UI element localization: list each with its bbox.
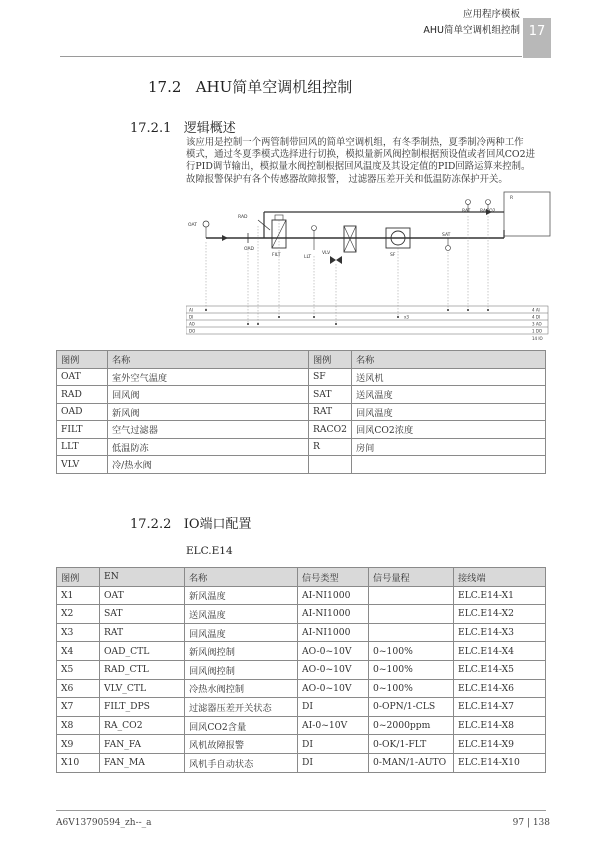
legend-cell: 冷/热水阀 (108, 456, 309, 474)
io-header-cell: EN (100, 568, 185, 587)
legend-header-cell: 图例 (57, 351, 108, 369)
table-row (57, 605, 546, 624)
io-cell: DI (298, 753, 369, 772)
io-cell: AI-0~10V (298, 716, 369, 735)
io-cell: RAD_CTL (100, 660, 185, 679)
table-row (57, 642, 546, 661)
io-cell: FILT_DPS (100, 698, 185, 717)
subsection-number: 17.2.2 (130, 517, 172, 532)
legend-cell (309, 456, 352, 474)
subsection-title: 逻辑概述 (183, 121, 236, 136)
raco2-sensor-icon (486, 200, 491, 205)
header-subtitle: AHU简单空调机组控制 (423, 25, 520, 36)
io-cell: 送风温度 (185, 605, 298, 624)
io-cell: AO-0~10V (298, 660, 369, 679)
room-label: R (510, 196, 514, 201)
io-cell: 风机故障报警 (185, 735, 298, 754)
io-cell: VLV_CTL (100, 679, 185, 698)
ai-row-label: AI (189, 307, 193, 313)
legend-cell: 低温防冻 (108, 438, 309, 456)
io-cell: 新风温度 (185, 586, 298, 605)
io-cell: ELC.E14-X2 (454, 605, 546, 624)
doc-id: A6V13790594_zh--_a (56, 818, 152, 828)
table-row (57, 386, 546, 404)
do-count: 1 DO (532, 328, 543, 334)
legend-cell: 回风温度 (352, 403, 546, 421)
io-header-cell: 接线端 (454, 568, 546, 587)
ao-row-label: AO (189, 321, 195, 327)
table-row (57, 735, 546, 754)
io-cell: X1 (57, 586, 100, 605)
table-row (57, 403, 546, 421)
io-cell: 回风阀控制 (185, 660, 298, 679)
table-row (57, 368, 546, 386)
io-cell: ELC.E14-X4 (454, 642, 546, 661)
io-cell: ELC.E14-X10 (454, 753, 546, 772)
legend-cell: SAT (309, 386, 352, 404)
io-cell: RAT (100, 623, 185, 642)
io-cell: 0~100% (369, 660, 454, 679)
io-cell: SAT (100, 605, 185, 624)
io-cell: AI-NI1000 (298, 586, 369, 605)
io-cell: 回风CO2含量 (185, 716, 298, 735)
legend-cell: 室外空气温度 (108, 368, 309, 386)
di-row-label: DI (189, 314, 194, 320)
io-cell: 新风阀控制 (185, 642, 298, 661)
io-cell: RA_CO2 (100, 716, 185, 735)
oat-sensor-icon (203, 221, 209, 227)
legend-cell: 回风CO2浓度 (352, 421, 546, 439)
legend-cell: RACO2 (309, 421, 352, 439)
legend-cell: 空气过滤器 (108, 421, 309, 439)
device-name: ELC.E14 (186, 545, 233, 557)
io-cell: X9 (57, 735, 100, 754)
table-row (57, 698, 546, 717)
supply-arrow-icon (222, 235, 228, 241)
io-header-cell: 名称 (185, 568, 298, 587)
io-cell: X3 (57, 623, 100, 642)
io-cell: ELC.E14-X5 (454, 660, 546, 679)
io-cell: 0~2000ppm (369, 716, 454, 735)
legend-cell: OAT (57, 368, 108, 386)
legend-header-cell: 名称 (352, 351, 546, 369)
raco2-label: RACO2 (480, 209, 496, 214)
paragraph-line: 故障报警保护有各个传感器故障报警， 过滤器压差开关和低温防冻保护开关。 (186, 173, 508, 185)
io-cell: OAD_CTL (100, 642, 185, 661)
io-cell: 0-OK/1-FLT (369, 735, 454, 754)
table-row (57, 421, 546, 439)
io-header-cell: 图例 (57, 568, 100, 587)
ahu-schematic-diagram (186, 190, 556, 342)
legend-table (56, 350, 546, 474)
sat-sensor-icon (446, 246, 451, 251)
table-row (57, 753, 546, 772)
io-cell: AI-NI1000 (298, 623, 369, 642)
io-cell (369, 623, 454, 642)
io-cell (369, 605, 454, 624)
io-cell: X10 (57, 753, 100, 772)
section-title: AHU简单空调机组控制 (195, 78, 353, 96)
page-number: 97 | 138 (512, 818, 550, 828)
table-row (57, 679, 546, 698)
legend-cell: FILT (57, 421, 108, 439)
subsection-number: 17.2.1 (130, 121, 172, 136)
io-cell: 0~100% (369, 642, 454, 661)
paragraph-line: 该应用是控制一个两管制带回风的简单空调机组，有冬季制热，夏季制冷两种工作 (186, 137, 524, 148)
total-pages: 138 (532, 818, 550, 828)
sf-label: SF (390, 253, 396, 258)
io-cell: X2 (57, 605, 100, 624)
sat-label: SAT (442, 233, 451, 238)
io-cell: ELC.E14-X3 (454, 623, 546, 642)
oad-label: OAD (244, 247, 255, 252)
io-cell: X7 (57, 698, 100, 717)
io-cell: ELC.E14-X9 (454, 735, 546, 754)
legend-cell: 送风温度 (352, 386, 546, 404)
ai-count: 4 AI (532, 307, 540, 313)
rat-sensor-icon (466, 200, 471, 205)
do-row-label: DO (189, 328, 196, 334)
subsection-heading-io (130, 513, 252, 532)
footer-divider (56, 810, 546, 811)
legend-cell: 房间 (352, 438, 546, 456)
table-row (57, 438, 546, 456)
table-row (57, 660, 546, 679)
legend-cell: 送风机 (352, 368, 546, 386)
io-cell: 过滤器压差开关状态 (185, 698, 298, 717)
io-bus (186, 306, 548, 341)
io-cell: DI (298, 735, 369, 754)
io-cell: 0~100% (369, 679, 454, 698)
io-cell: 冷热水阀控制 (185, 679, 298, 698)
io-header-cell: 信号类型 (298, 568, 369, 587)
di-count: 4 DI (532, 314, 541, 320)
io-cell: 0-MAN/1-AUTO (369, 753, 454, 772)
oat-label: OAT (188, 223, 197, 228)
legend-cell: VLV (57, 456, 108, 474)
io-cell: X4 (57, 642, 100, 661)
table-row (57, 456, 546, 474)
legend-cell: R (309, 438, 352, 456)
legend-header-cell: 名称 (108, 351, 309, 369)
section-number: 17.2 (148, 78, 182, 96)
io-cell: AO-0~10V (298, 679, 369, 698)
subsection-heading-overview (130, 117, 236, 136)
io-cell: FAN_FA (100, 735, 185, 754)
filt-label: FILT (272, 253, 281, 258)
io-cell: X5 (57, 660, 100, 679)
legend-cell: RAT (309, 403, 352, 421)
io-header-cell: 信号量程 (369, 568, 454, 587)
legend-header-row (57, 351, 546, 369)
io-cell: 0-OPN/1-CLS (369, 698, 454, 717)
vlv-label: VLV (322, 251, 331, 256)
table-row (57, 623, 546, 642)
table-row (57, 716, 546, 735)
legend-cell: RAD (57, 386, 108, 404)
io-cell: AO-0~10V (298, 642, 369, 661)
filt-dps-icon (275, 215, 283, 220)
legend-cell: OAD (57, 403, 108, 421)
io-cell: ELC.E14-X8 (454, 716, 546, 735)
current-page: 97 (512, 818, 525, 828)
io-header-row (57, 568, 546, 587)
legend-cell: LLT (57, 438, 108, 456)
legend-cell: 新风阀 (108, 403, 309, 421)
io-total: 14 IO (532, 336, 543, 341)
ao-count: 3 AO (532, 321, 542, 327)
header-divider (60, 56, 522, 57)
chapter-number: 17 (528, 24, 546, 39)
legend-cell: SF (309, 368, 352, 386)
legend-cell (352, 456, 546, 474)
io-cell: 风机手自动状态 (185, 753, 298, 772)
vlv-valve-icon (330, 256, 336, 264)
io-cell (369, 586, 454, 605)
io-cell: DI (298, 698, 369, 717)
llt-sensor-icon (312, 226, 317, 231)
io-cell: ELC.E14-X1 (454, 586, 546, 605)
rat-label: RAT (462, 209, 471, 214)
di-multiplier: x3 (404, 314, 409, 320)
io-cell: FAN_MA (100, 753, 185, 772)
llt-label: LLT (304, 255, 312, 260)
paragraph-line: 模式，通过冬夏季模式选择进行切换，模拟量新风阀控制根据预设值或者回风CO2进 (186, 149, 535, 161)
io-cell: X6 (57, 679, 100, 698)
subsection-title: IO端口配置 (183, 517, 252, 532)
io-cell: AI-NI1000 (298, 605, 369, 624)
overview-paragraph (186, 137, 558, 186)
io-cell: ELC.E14-X7 (454, 698, 546, 717)
section-heading (148, 76, 352, 97)
rad-label: RAD (238, 215, 248, 220)
paragraph-line: 行PID调节输出，模拟量水阀控制根据回风温度及其设定值的PID回路运算来控制。 (186, 161, 531, 173)
io-config-table (56, 567, 546, 773)
io-cell: X8 (57, 716, 100, 735)
legend-cell: 回风阀 (108, 386, 309, 404)
io-cell: ELC.E14-X6 (454, 679, 546, 698)
header-title: 应用程序模板 (462, 9, 520, 20)
io-cell: OAT (100, 586, 185, 605)
io-cell: 回风温度 (185, 623, 298, 642)
legend-header-cell: 图例 (309, 351, 352, 369)
table-row (57, 586, 546, 605)
